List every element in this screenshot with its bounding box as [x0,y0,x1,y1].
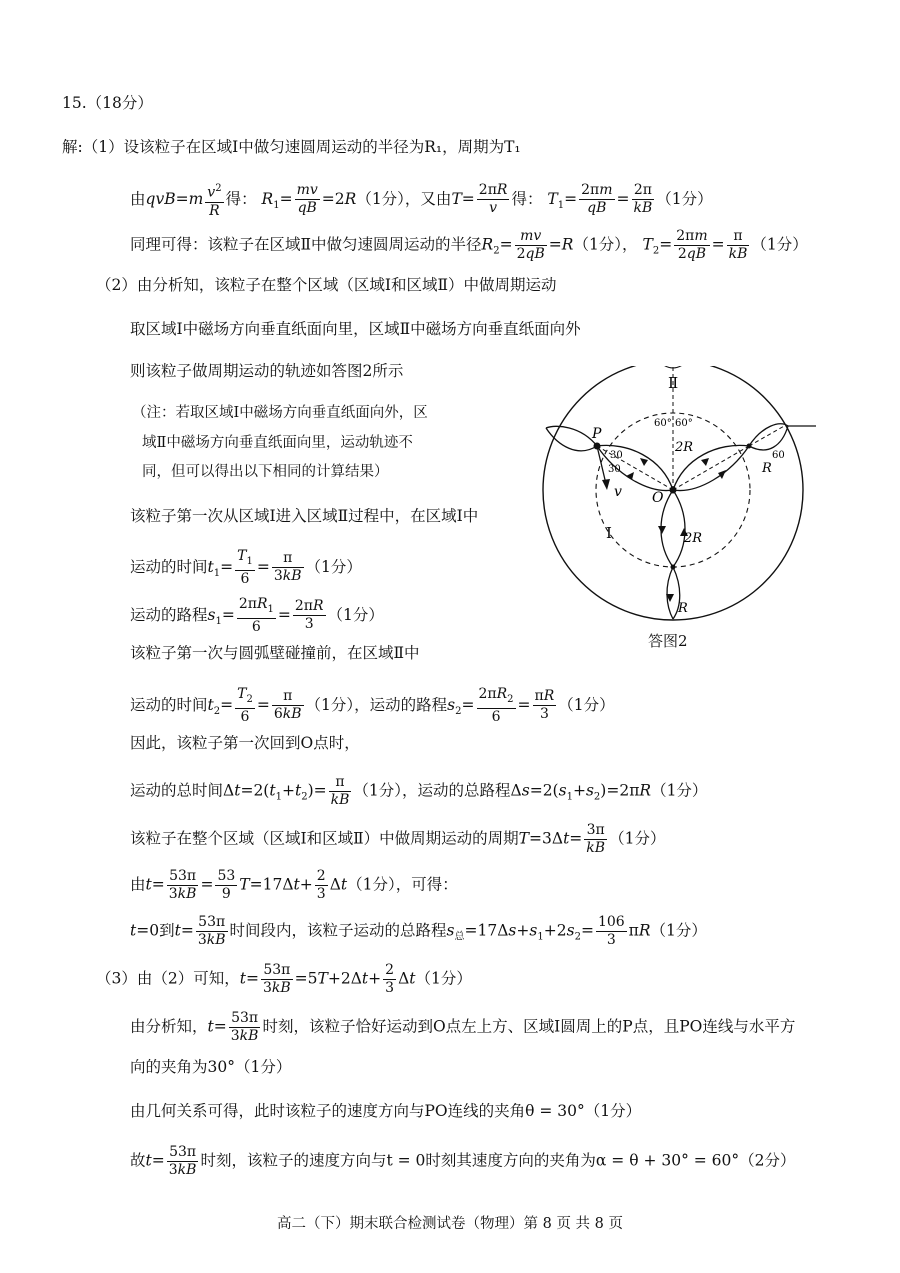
part2-note2: 域Ⅱ中磁场方向垂直纸面向里，运动轨迹不 [142,435,413,451]
angle-60-right-loop: 60 [772,450,785,461]
part2-note3: 同，但可以得出以下相同的计算结果） [142,464,389,480]
angle-30-lower: 30 [608,464,621,475]
label-region-II: Ⅱ [668,374,679,392]
part1-line2: 由qvB=m $\frac{v^2}{R}$ 得： $R_1=$ $\frac{mv}{qB}$ =2R（1分），又由T= $\frac{2\pi R}{v}$ 得： $T_1=$ $\frac{2\pi m}{qB}$ = $\frac{2\pi}{kB}$ （1分） [130,180,713,220]
label-region-I: Ⅰ [606,524,612,542]
figure-caption: 答图2 [648,632,688,650]
label-P: P [592,426,602,442]
point-O [670,487,677,494]
trajectory-arc-6 [673,490,685,567]
part1-line3: 同理可得：该粒子在区域Ⅱ中做匀速圆周运动的半径$R_2=$ $\frac{mv}{2qB}$ =R（1分）， $T_2=$ $\frac{2\pi m}{2qB}$ = $\frac{\pi}{kB}$ （1分） [130,228,808,262]
trajectory-diagram [536,366,816,656]
label-2R-top: 2R [675,440,694,455]
problem-number: 15.（18分） [62,94,153,112]
part2-line13: t=0到t= $\frac{53\pi}{3kB}$ 时间段内，该粒子运动的总路程$s_总=17\Delta s+s_1+2s_2=$ $\frac{106}{3}$ πR（1分） [130,914,707,948]
arc-arrow-5 [658,526,666,534]
velocity-arrow-head [602,479,610,490]
part3-line1: （3）由（2）可知，t= $\frac{53\pi}{3kB}$ =5T+2Δt+ $\frac{2}{3}$ Δt（1分） [96,962,472,996]
loop-bottom-1 [667,567,673,619]
part1-line1: 解:（1）设该粒子在区域Ⅰ中做匀速圆周运动的半径为R₁，周期为T₁ [62,138,521,156]
part2-line12: 由t= $\frac{53\pi}{3kB}$ = $\frac{53}{9}$ T=17Δt+ $\frac{2}{3}$ Δt（1分），可得： [130,868,458,902]
part2-line2: 取区域Ⅰ中磁场方向垂直纸面向里，区域Ⅱ中磁场方向垂直纸面向外 [130,320,581,338]
part3-line2: 由分析知，t= $\frac{53\pi}{3kB}$ 时刻，该粒子恰好运动到O点左上方、区域Ⅰ圆周上的P点，且PO连线与水平方 [130,1010,796,1044]
angle-60-left: 60° [654,418,672,429]
part3-line3: 向的夹角为30°（1分） [130,1058,292,1076]
arc-arrow-3 [701,458,709,466]
label-R-right: R [762,461,772,476]
page-footer: 高二（下）期末联合检测试卷（物理）第 8 页 共 8 页 [277,1216,623,1232]
part2-note1: （注：若取区域Ⅰ中磁场方向垂直纸面向外，区 [132,405,428,421]
loop-left-1 [546,426,597,446]
part2-line3: 则该粒子做周期运动的轨迹如答图2所示 [130,362,404,380]
part3-line4: 由几何关系可得，此时该粒子的速度方向与PO连线的夹角θ = 30°（1分） [130,1102,642,1120]
angle-30-upper: 30 [610,450,623,461]
arc-arrow-2 [640,458,648,466]
point-right [747,444,752,449]
part2-line9: 因此，该粒子第一次回到O点时， [130,734,360,752]
label-R-bottom: R [678,601,688,616]
part3-line5: 故t= $\frac{53\pi}{3kB}$ 时刻，该粒子的速度方向与t = 0时刻其速度方向的夹角为α = θ + 30° = 60°（2分） [130,1144,796,1178]
part2-line4: 该粒子第一次从区域Ⅰ进入区域Ⅱ过程中，在区域Ⅰ中 [130,507,479,525]
part2-line5: 运动的时间$t_1=$ $\frac{T_1}{6}$ = $\frac{\pi}{3kB}$ （1分） [130,548,362,587]
part2-line1: （2）由分析知，该粒子在整个区域（区域Ⅰ和区域Ⅱ）中做周期运动 [96,276,557,294]
part2-line8: 运动的时间$t_2=$ $\frac{T_2}{6}$ = $\frac{\pi}{6kB}$ （1分），运动的路程$s_2=$ $\frac{2\pi R_2}{6}$ = $\frac{\pi R}{3}$ （1分） [130,686,615,725]
part2-line7: 该粒子第一次与圆弧壁碰撞前，在区域Ⅱ中 [130,644,420,662]
label-2R-bottom: 2R [684,531,703,546]
arc-arrow-4 [718,470,726,479]
angle-60-right: 60° [675,418,693,429]
label-O: O [652,490,664,506]
point-P [594,443,601,450]
point-bottom [671,565,676,570]
part2-line11: 该粒子在整个区域（区域Ⅰ和区域Ⅱ）中做周期运动的周期T=3Δt= $\frac{3\pi}{kB}$ （1分） [130,822,666,856]
part2-line10: 运动的总时间$\Delta t=2(t_1+t_2)=$ $\frac{\pi}{kB}$ （1分），运动的总路程$\Delta s=2(s_1+s_2)=2\pi R(1$分） [130,774,708,808]
label-v: v [614,484,622,500]
part2-line6: 运动的路程$s_1=$ $\frac{2\pi R_1}{6}$ = $\frac{2\pi R}{3}$ （1分） [130,596,384,635]
